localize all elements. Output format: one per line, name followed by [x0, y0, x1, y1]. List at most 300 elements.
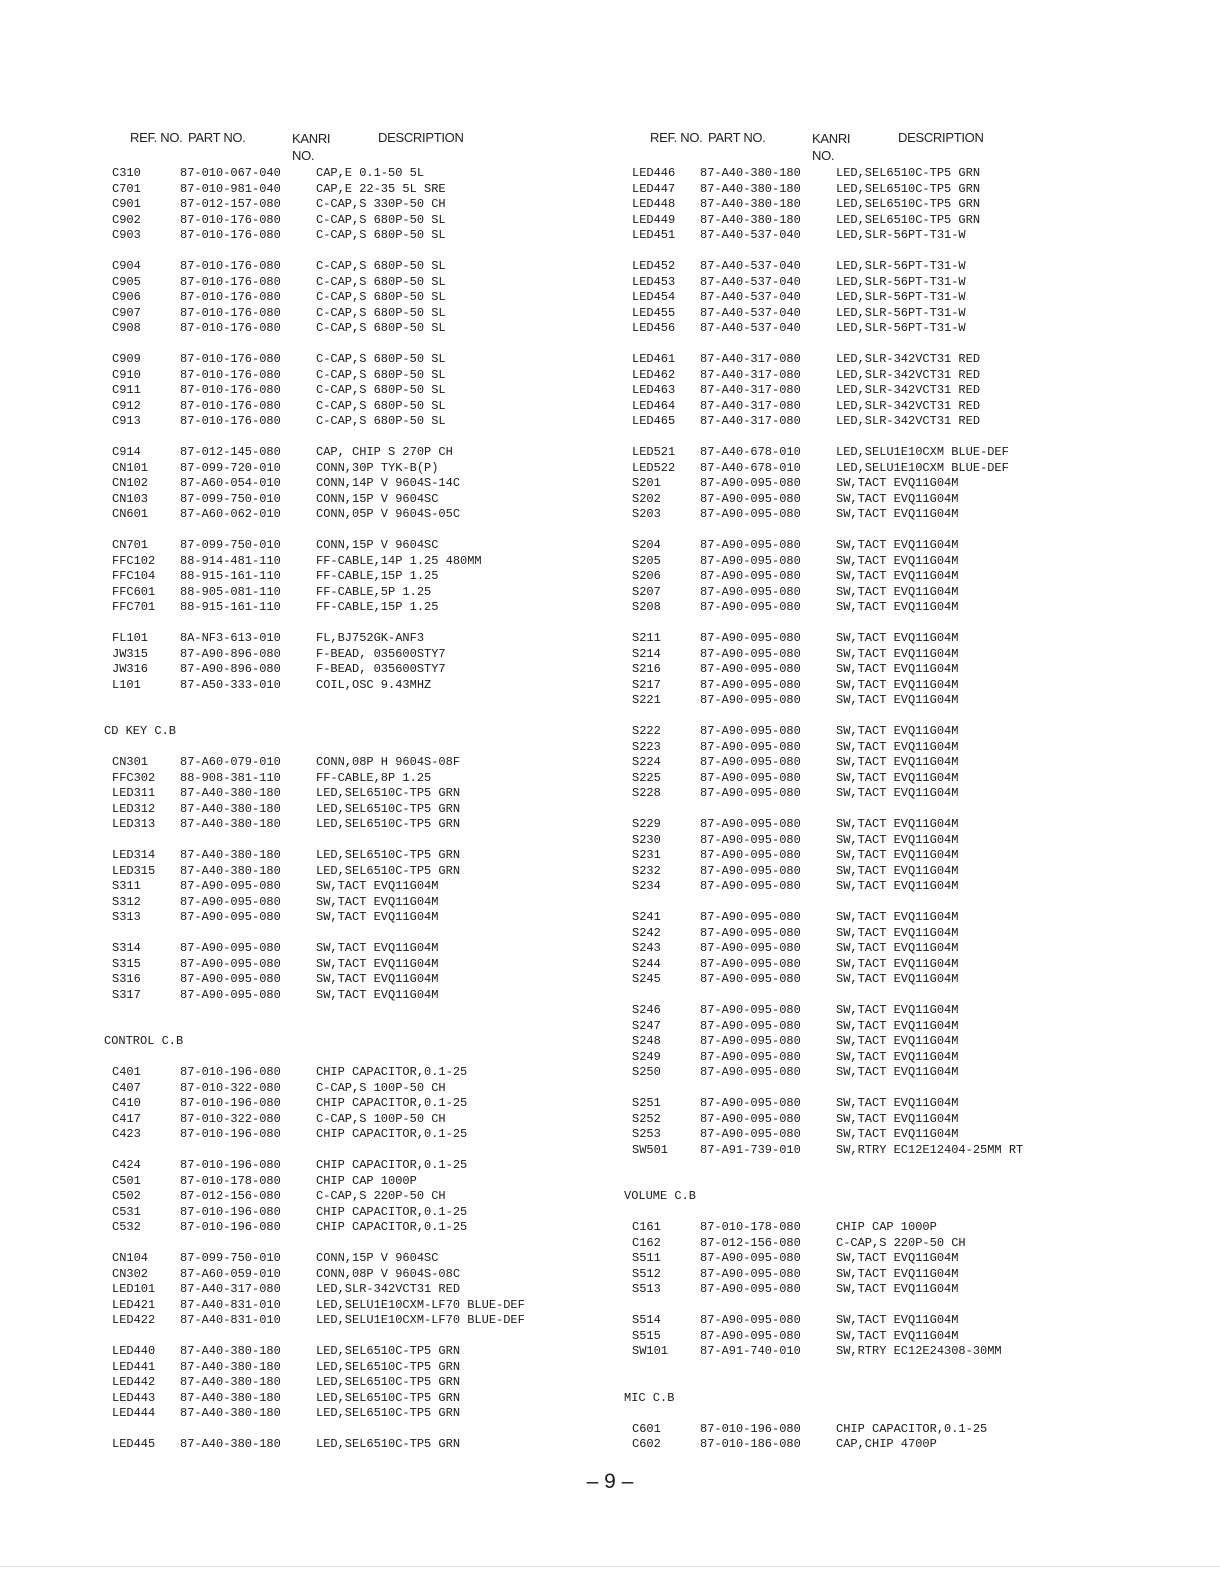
description: SW,TACT EVQ11G04M — [836, 646, 959, 661]
table-row — [624, 647, 1184, 663]
part-no: 87-A90-095-080 — [700, 553, 801, 568]
description: LED,SEL6510C-TP5 GRN — [836, 212, 981, 227]
part-no: 87-A90-095-080 — [700, 1313, 801, 1327]
ref-no: C901 — [112, 197, 141, 211]
ref-no: LED444 — [112, 1406, 156, 1420]
description: SW,TACT EVQ11G04M — [836, 1328, 959, 1343]
ref-no: C913 — [112, 414, 141, 428]
table-row — [624, 678, 1184, 694]
ref-no: S203 — [632, 507, 661, 521]
part-no: 87-A40-537-040 — [700, 305, 801, 320]
row-spacer — [624, 1158, 1184, 1174]
ref-no: L101 — [112, 677, 141, 692]
description: LED,SEL6510C-TP5 GRN — [316, 848, 461, 862]
table-row — [624, 740, 1184, 756]
part-no: 87-010-196-080 — [180, 1065, 281, 1079]
description: CONN,15P V 9604SC — [316, 491, 439, 506]
ref-no: S312 — [112, 894, 141, 909]
table-row — [104, 771, 624, 787]
row-spacer — [624, 1174, 1184, 1190]
table-row — [104, 306, 624, 322]
description: CHIP CAP 1000P — [316, 1173, 417, 1188]
ref-no: S208 — [632, 600, 661, 614]
part-no: 87-A40-380-180 — [180, 1344, 281, 1358]
ref-no: C501 — [112, 1173, 141, 1188]
part-no: 87-010-196-080 — [700, 1421, 801, 1436]
ref-no: S317 — [112, 987, 141, 1002]
ref-no: CN302 — [112, 1266, 149, 1281]
description: SW,TACT EVQ11G04M — [836, 1003, 959, 1017]
table-row — [624, 352, 1184, 368]
part-no: 87-A90-095-080 — [700, 832, 801, 847]
ref-no: LED455 — [632, 305, 676, 320]
section-heading: VOLUME C.B — [624, 1189, 697, 1203]
part-no: 87-A40-380-180 — [180, 1406, 281, 1420]
part-no: 87-010-176-080 — [180, 367, 281, 382]
ref-no: LED314 — [112, 848, 156, 862]
row-spacer — [624, 1081, 1184, 1097]
description: LED,SEL6510C-TP5 GRN — [316, 801, 461, 816]
description: SW,TACT EVQ11G04M — [836, 1049, 959, 1064]
part-no: 87-A40-317-080 — [700, 383, 801, 397]
table-row — [104, 414, 624, 430]
description: C-CAP,S 680P-50 SL — [316, 352, 446, 366]
part-no: 87-A40-678-010 — [700, 445, 801, 459]
part-no: 87-010-322-080 — [180, 1111, 281, 1126]
part-no: 87-010-196-080 — [180, 1127, 281, 1141]
description: SW,TACT EVQ11G04M — [836, 786, 959, 800]
table-row — [104, 864, 624, 880]
ref-no: C310 — [112, 166, 141, 180]
description: LED,SEL6510C-TP5 GRN — [316, 1359, 461, 1374]
parts-column-left — [104, 130, 624, 1453]
part-no: 87-A90-095-080 — [700, 631, 801, 645]
table-row — [104, 1375, 624, 1391]
ref-no: S232 — [632, 863, 661, 878]
part-no: 87-A90-095-080 — [700, 584, 801, 599]
table-row — [624, 321, 1184, 337]
part-no: 87-012-157-080 — [180, 197, 281, 211]
table-row — [104, 197, 624, 213]
ref-no: LED465 — [632, 414, 676, 428]
table-row — [104, 600, 624, 616]
ref-no: CN101 — [112, 460, 149, 475]
part-no: 87-010-176-080 — [180, 259, 281, 273]
ref-no: C417 — [112, 1111, 141, 1126]
ref-no: LED312 — [112, 801, 156, 816]
column-header — [104, 130, 624, 166]
header-description: DESCRIPTION — [898, 130, 984, 145]
part-no: 87-A90-095-080 — [180, 941, 281, 955]
section-heading: MIC C.B — [624, 1390, 675, 1405]
description: SW,TACT EVQ11G04M — [836, 584, 959, 599]
part-no: 87-A90-095-080 — [700, 1111, 801, 1126]
part-no: 87-A90-095-080 — [700, 1003, 801, 1017]
ref-no: C602 — [632, 1437, 661, 1451]
table-row — [104, 1158, 624, 1174]
ref-no: SW501 — [632, 1142, 669, 1157]
table-row — [624, 1437, 1184, 1453]
table-row — [624, 724, 1184, 740]
part-no: 87-010-196-080 — [180, 1096, 281, 1110]
description: LED,SELU1E10CXM BLUE-DEF — [836, 445, 1009, 459]
table-row — [104, 290, 624, 306]
parts-column-right — [624, 130, 1184, 1453]
description: SW,TACT EVQ11G04M — [836, 1313, 959, 1327]
part-no: 87-A40-537-040 — [700, 228, 801, 242]
ref-no: LED311 — [112, 786, 156, 800]
ref-no: LED440 — [112, 1344, 156, 1358]
table-row — [104, 569, 624, 585]
ref-no: JW316 — [112, 662, 149, 676]
description: SW,TACT EVQ11G04M — [836, 538, 959, 552]
part-no: 87-010-322-080 — [180, 1080, 281, 1095]
part-no: 87-A90-095-080 — [700, 1096, 801, 1110]
ref-no: S230 — [632, 832, 661, 847]
ref-no: LED449 — [632, 212, 676, 227]
row-spacer — [624, 616, 1184, 632]
row-spacer — [624, 1298, 1184, 1314]
description: SW,TACT EVQ11G04M — [836, 848, 959, 862]
ref-no: LED445 — [112, 1437, 156, 1451]
description: CONN,14P V 9604S-14C — [316, 476, 461, 490]
description: CHIP CAPACITOR,0.1-25 — [836, 1421, 988, 1436]
ref-no: LED451 — [632, 228, 676, 242]
part-no: 87-A40-380-180 — [180, 817, 281, 831]
description: FF-CABLE,5P 1.25 — [316, 584, 432, 599]
description: FF-CABLE,14P 1.25 480MM — [316, 553, 482, 568]
table-row — [624, 461, 1184, 477]
part-no: 87-A90-095-080 — [700, 817, 801, 831]
description: CAP, CHIP S 270P CH — [316, 445, 453, 459]
part-no: 87-010-981-040 — [180, 181, 281, 196]
description: C-CAP,S 100P-50 CH — [316, 1111, 446, 1126]
description: CONN,08P H 9604S-08F — [316, 755, 461, 769]
table-row — [104, 461, 624, 477]
part-no: 87-A40-380-180 — [700, 181, 801, 196]
row-spacer — [624, 523, 1184, 539]
description: SW,TACT EVQ11G04M — [836, 1018, 959, 1033]
table-row — [104, 957, 624, 973]
ref-no: LED101 — [112, 1282, 156, 1296]
ref-no: FFC102 — [112, 553, 156, 568]
description: CONN,15P V 9604SC — [316, 1251, 439, 1265]
row-spacer — [624, 1406, 1184, 1422]
ref-no: LED456 — [632, 321, 676, 335]
ref-no: S216 — [632, 662, 661, 676]
part-no: 87-A90-095-080 — [700, 1251, 801, 1265]
description: SW,TACT EVQ11G04M — [836, 1111, 959, 1126]
table-row — [624, 492, 1184, 508]
table-row — [104, 476, 624, 492]
table-row — [624, 879, 1184, 895]
description: C-CAP,S 680P-50 SL — [316, 305, 446, 320]
description: SW,TACT EVQ11G04M — [836, 724, 959, 738]
section-heading: CONTROL C.B — [104, 1034, 184, 1048]
ref-no: S241 — [632, 910, 661, 924]
header-kanri: KANRI — [812, 131, 851, 146]
description: C-CAP,S 680P-50 SL — [316, 367, 446, 382]
description: C-CAP,S 330P-50 CH — [316, 197, 446, 211]
table-row — [624, 368, 1184, 384]
ref-no: C904 — [112, 259, 141, 273]
part-no: 87-A40-537-040 — [700, 290, 801, 304]
table-row — [624, 833, 1184, 849]
part-no: 88-908-381-110 — [180, 770, 281, 785]
row-spacer — [104, 693, 624, 709]
table-row — [624, 1019, 1184, 1035]
description: LED,SLR-56PT-T31-W — [836, 321, 966, 335]
description: LED,SLR-56PT-T31-W — [836, 305, 966, 320]
table-row — [104, 321, 624, 337]
part-no: 87-A40-380-180 — [180, 786, 281, 800]
table-row — [104, 228, 624, 244]
ref-no: LED441 — [112, 1359, 156, 1374]
row-spacer — [624, 1360, 1184, 1376]
description: LED,SLR-342VCT31 RED — [836, 367, 981, 382]
ref-no: S211 — [632, 631, 661, 645]
ref-no: FFC302 — [112, 770, 156, 785]
table-row — [104, 445, 624, 461]
table-row — [624, 1313, 1184, 1329]
description: LED,SLR-342VCT31 RED — [836, 383, 981, 397]
row-spacer — [624, 709, 1184, 725]
part-no: 87-A40-831-010 — [180, 1313, 281, 1327]
table-row — [624, 910, 1184, 926]
part-no: 87-099-750-010 — [180, 1251, 281, 1265]
part-no: 87-A90-095-080 — [700, 569, 801, 583]
ref-no: LED443 — [112, 1390, 156, 1405]
header-kanri-2: NO. — [292, 148, 315, 163]
part-no: 87-010-196-080 — [180, 1220, 281, 1234]
part-no: 87-A40-317-080 — [700, 352, 801, 366]
description: LED,SEL6510C-TP5 GRN — [836, 166, 981, 180]
part-no: 87-A90-095-080 — [700, 1034, 801, 1048]
table-row — [104, 662, 624, 678]
description: SW,TACT EVQ11G04M — [836, 507, 959, 521]
table-row — [624, 1003, 1184, 1019]
part-no: 87-A40-380-180 — [700, 197, 801, 211]
part-no: 87-A40-317-080 — [700, 414, 801, 428]
header-kanri-no — [812, 130, 850, 164]
description: CHIP CAPACITOR,0.1-25 — [316, 1220, 468, 1234]
ref-no: CN102 — [112, 476, 149, 490]
ref-no: C423 — [112, 1127, 141, 1141]
header-part-no: PART NO. — [188, 130, 246, 145]
description: C-CAP,S 680P-50 SL — [316, 228, 446, 242]
description: CONN,05P V 9604S-05C — [316, 507, 461, 521]
table-row — [624, 1329, 1184, 1345]
ref-no: S223 — [632, 739, 661, 754]
table-row — [104, 895, 624, 911]
description: SW,TACT EVQ11G04M — [836, 972, 959, 986]
ref-no: LED446 — [632, 166, 676, 180]
ref-no: LED422 — [112, 1313, 156, 1327]
table-row — [104, 399, 624, 415]
description: CONN,15P V 9604SC — [316, 538, 439, 552]
table-row — [624, 972, 1184, 988]
part-no: 87-012-145-080 — [180, 445, 281, 459]
table-row — [104, 1127, 624, 1143]
description: SW,TACT EVQ11G04M — [836, 863, 959, 878]
part-no: 87-010-176-080 — [180, 352, 281, 366]
table-row — [624, 399, 1184, 415]
description: SW,TACT EVQ11G04M — [836, 817, 959, 831]
table-row — [624, 957, 1184, 973]
ref-no: S205 — [632, 553, 661, 568]
ref-no: S231 — [632, 848, 661, 862]
part-no: 87-A60-062-010 — [180, 507, 281, 521]
description: CONN,08P V 9604S-08C — [316, 1266, 461, 1281]
table-row — [104, 786, 624, 802]
table-row — [104, 352, 624, 368]
part-no: 88-914-481-110 — [180, 553, 281, 568]
description: C-CAP,S 220P-50 CH — [836, 1235, 966, 1250]
part-no: 87-099-720-010 — [180, 460, 281, 475]
ref-no: CN104 — [112, 1251, 149, 1265]
ref-no: S224 — [632, 755, 661, 769]
row-spacer — [104, 430, 624, 446]
description: C-CAP,S 680P-50 SL — [316, 383, 446, 397]
description: LED,SLR-342VCT31 RED — [836, 398, 981, 413]
table-row — [624, 1143, 1184, 1159]
ref-no: S201 — [632, 476, 661, 490]
description: FF-CABLE,15P 1.25 — [316, 569, 439, 583]
table-row — [104, 1391, 624, 1407]
ref-no: S252 — [632, 1111, 661, 1126]
table-row — [104, 802, 624, 818]
description: LED,SELU1E10CXM BLUE-DEF — [836, 460, 1009, 475]
ref-no: C907 — [112, 305, 141, 320]
ref-no: S248 — [632, 1034, 661, 1048]
description: CHIP CAP 1000P — [836, 1220, 937, 1234]
description: SW,TACT EVQ11G04M — [316, 910, 439, 924]
description: SW,TACT EVQ11G04M — [836, 1127, 959, 1141]
description: SW,TACT EVQ11G04M — [316, 956, 439, 971]
description: LED,SLR-56PT-T31-W — [836, 274, 966, 289]
description: LED,SELU1E10CXM-LF70 BLUE-DEF — [316, 1297, 525, 1312]
ref-no: S250 — [632, 1065, 661, 1079]
part-no: 87-A90-095-080 — [700, 1328, 801, 1343]
row-spacer — [104, 740, 624, 756]
ref-no: S207 — [632, 584, 661, 599]
ref-no: C502 — [112, 1189, 141, 1203]
part-no: 87-A90-095-080 — [180, 972, 281, 986]
description: C-CAP,S 220P-50 CH — [316, 1189, 446, 1203]
table-row — [104, 647, 624, 663]
description: SW,TACT EVQ11G04M — [836, 600, 959, 614]
part-no: 87-A90-095-080 — [180, 956, 281, 971]
ref-no: S246 — [632, 1003, 661, 1017]
ref-no: LED463 — [632, 383, 676, 397]
row-spacer — [624, 1375, 1184, 1391]
table-row — [624, 1065, 1184, 1081]
row-spacer — [104, 709, 624, 725]
part-no: 87-A40-317-080 — [700, 367, 801, 382]
part-no: 87-A50-333-010 — [180, 677, 281, 692]
ref-no: LED453 — [632, 274, 676, 289]
part-no: 87-A40-537-040 — [700, 259, 801, 273]
row-spacer — [104, 833, 624, 849]
header-kanri-2: NO. — [812, 148, 835, 163]
description: SW,TACT EVQ11G04M — [836, 739, 959, 754]
table-row — [104, 1112, 624, 1128]
description: CAP,CHIP 4700P — [836, 1437, 937, 1451]
description: SW,TACT EVQ11G04M — [836, 770, 959, 785]
row-spacer — [104, 1003, 624, 1019]
ref-no: C914 — [112, 445, 141, 459]
header-description: DESCRIPTION — [378, 130, 464, 145]
ref-no: C701 — [112, 181, 141, 196]
description: CONN,30P TYK-B(P) — [316, 460, 439, 475]
description: LED,SLR-342VCT31 RED — [836, 414, 981, 428]
part-no: 87-A90-095-080 — [700, 739, 801, 754]
table-row — [624, 182, 1184, 198]
table-row — [104, 1205, 624, 1221]
description: CHIP CAPACITOR,0.1-25 — [316, 1096, 468, 1110]
description: SW,TACT EVQ11G04M — [836, 1266, 959, 1281]
bottom-rule — [0, 1566, 1220, 1567]
part-no: 87-010-176-080 — [180, 274, 281, 289]
row-spacer — [104, 1236, 624, 1252]
table-row — [104, 538, 624, 554]
ref-no: LED464 — [632, 398, 676, 413]
ref-no: S245 — [632, 972, 661, 986]
table-row — [104, 1081, 624, 1097]
part-no: 87-A40-380-180 — [180, 848, 281, 862]
description: CHIP CAPACITOR,0.1-25 — [316, 1127, 468, 1141]
description: SW,TACT EVQ11G04M — [836, 491, 959, 506]
table-row — [104, 1406, 624, 1422]
row-spacer — [104, 926, 624, 942]
page-number: – 9 – — [586, 1470, 634, 1493]
description: LED,SEL6510C-TP5 GRN — [316, 1437, 461, 1451]
table-row — [104, 213, 624, 229]
table-row — [624, 166, 1184, 182]
ref-no: LED448 — [632, 197, 676, 211]
description: SW,TACT EVQ11G04M — [836, 925, 959, 940]
ref-no: S313 — [112, 910, 141, 924]
part-no: 87-A60-059-010 — [180, 1266, 281, 1281]
ref-no: S253 — [632, 1127, 661, 1141]
ref-no: C162 — [632, 1235, 661, 1250]
ref-no: LED461 — [632, 352, 676, 366]
ref-no: S225 — [632, 770, 661, 785]
part-no: 87-A40-537-040 — [700, 274, 801, 289]
description: C-CAP,S 680P-50 SL — [316, 321, 446, 335]
part-no: 8A-NF3-613-010 — [180, 631, 281, 645]
ref-no: C532 — [112, 1220, 141, 1234]
ref-no: S316 — [112, 972, 141, 986]
ref-no: LED447 — [632, 181, 676, 196]
description: LED,SEL6510C-TP5 GRN — [316, 1344, 461, 1358]
part-no: 87-A40-380-180 — [180, 1375, 281, 1389]
table-row — [104, 1344, 624, 1360]
ref-no: CN701 — [112, 538, 149, 552]
description: LED,SLR-342VCT31 RED — [316, 1282, 461, 1296]
table-row — [104, 492, 624, 508]
part-no: 87-A90-095-080 — [700, 724, 801, 738]
description: SW,TACT EVQ11G04M — [316, 894, 439, 909]
table-row — [104, 1174, 624, 1190]
ref-no: S251 — [632, 1096, 661, 1110]
row-spacer — [104, 1143, 624, 1159]
table-row — [104, 910, 624, 926]
description: SW,TACT EVQ11G04M — [836, 662, 959, 676]
part-no: 87-A40-380-180 — [700, 212, 801, 227]
description: SW,TACT EVQ11G04M — [836, 631, 959, 645]
description: C-CAP,S 100P-50 CH — [316, 1080, 446, 1095]
